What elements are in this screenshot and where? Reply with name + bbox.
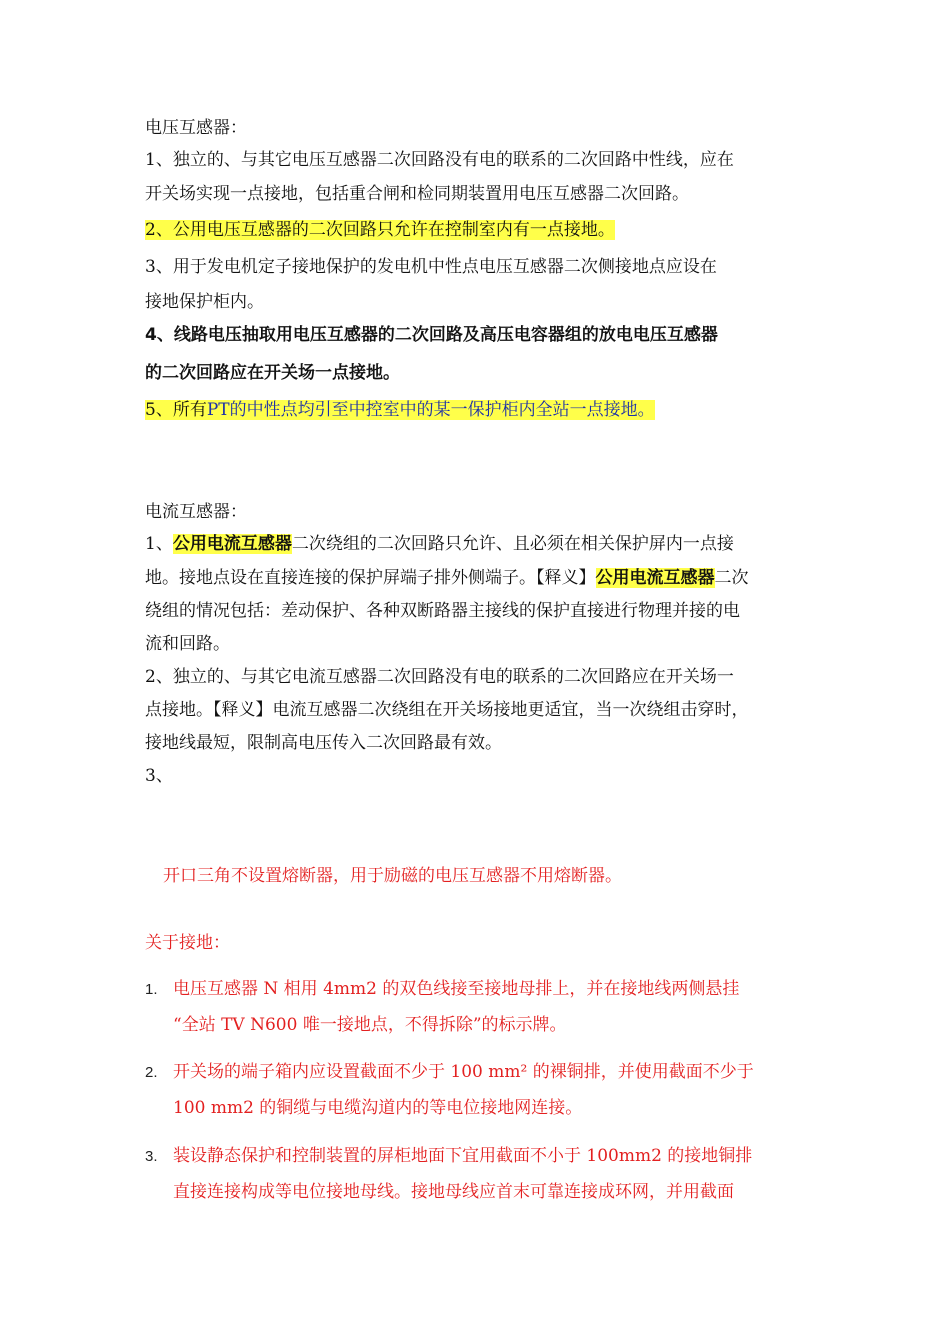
current-p2-line3: 接地线最短，限制高电压传入二次回路最有效。 (145, 733, 502, 753)
voltage-p1-line2: 开关场实现一点接地，包括重合闸和检同期装置用电压互感器二次回路。 (145, 184, 689, 204)
voltage-p4-line1: 4、线路电压抽取用电压互感器的二次回路及高压电容器组的放电电压互感器 (145, 325, 718, 345)
voltage-p2 (145, 220, 835, 240)
voltage-p5-highlight (145, 400, 655, 420)
voltage-p5-prefix: 5、所有 (145, 400, 207, 420)
current-p1-highlight-2: 公用电流互感器 (595, 568, 715, 588)
voltage-p5-rest: 的中性点均引至中控室中的某一保护柜内全站一点接地。 (229, 400, 655, 420)
fuse-note: 开口三角不设置熔断器，用于励磁的电压互感器不用熔断器。 (163, 866, 622, 886)
current-p1-highlight-1: 公用电流互感器 (172, 534, 292, 554)
grounding-item-1-number: 1. (145, 981, 158, 998)
current-p1-text-2: 地。接地点设在直接连接的保护屏端子排外侧端子。【释义】 (145, 568, 596, 588)
grounding-item-3-line2: 直接连接构成等电位接地母线。接地母线应首末可靠连接成环网，并用截面 (173, 1182, 734, 1202)
grounding-heading: 关于接地： (145, 933, 230, 953)
voltage-p4-line2: 的二次回路应在开关场一点接地。 (145, 363, 400, 383)
current-p1-text-1: 二次绕组的二次回路只允许、且必须在相关保护屏内一点接 (291, 534, 734, 554)
current-p1-line1 (145, 534, 835, 554)
grounding-item-3-line1: 装设静态保护和控制装置的屏柜地面下宜用截面不小于 100mm2 的接地铜排 (173, 1146, 753, 1166)
current-p1-line2 (145, 568, 835, 588)
voltage-p3-line2: 接地保护柜内。 (145, 292, 264, 312)
current-p2-line2: 点接地。【释义】电流互感器二次绕组在开关场接地更适宜，当一次绕组击穿时， (145, 700, 749, 720)
grounding-item-2-line2: 100 mm2 的铜缆与电缆沟道内的等电位接地网连接。 (173, 1098, 583, 1118)
current-p2-line1: 2、独立的、与其它电流互感器二次回路没有电的联系的二次回路应在开关场一 (145, 667, 734, 687)
current-p3: 3、 (145, 766, 173, 786)
voltage-p3-line1: 3、用于发电机定子接地保护的发电机中性点电压互感器二次侧接地点应设在 (145, 257, 717, 277)
current-p1-line4: 流和回路。 (145, 634, 230, 654)
current-p1-line3: 绕组的情况包括：差动保护、各种双断路器主接线的保护直接进行物理并接的电 (145, 601, 740, 621)
voltage-p5-pt: PT (206, 400, 230, 420)
voltage-heading: 电压互感器： (145, 118, 247, 138)
current-heading: 电流互感器： (145, 502, 247, 522)
voltage-p2-highlight: 2、公用电压互感器的二次回路只允许在控制室内有一点接地。 (145, 220, 615, 240)
grounding-item-3-number: 3. (145, 1148, 158, 1165)
current-p1-text-3: 二次 (714, 568, 749, 588)
voltage-p1-line1: 1、独立的、与其它电压互感器二次回路没有电的联系的二次回路中性线，应在 (145, 150, 734, 170)
grounding-item-1-line1: 电压互感器 N 相用 4mm2 的双色线接至接地母排上，并在接地线两侧悬挂 (173, 979, 740, 999)
grounding-item-1-line2: “全站 TV N600 唯一接地点，不得拆除”的标示牌。 (173, 1015, 567, 1035)
current-p1-num: 1、 (145, 534, 173, 554)
grounding-item-2-line1: 开关场的端子箱内应设置截面不少于 100 mm² 的裸铜排，并使用截面不少于 (173, 1062, 754, 1082)
voltage-p5 (145, 400, 835, 420)
grounding-item-2-number: 2. (145, 1064, 158, 1081)
